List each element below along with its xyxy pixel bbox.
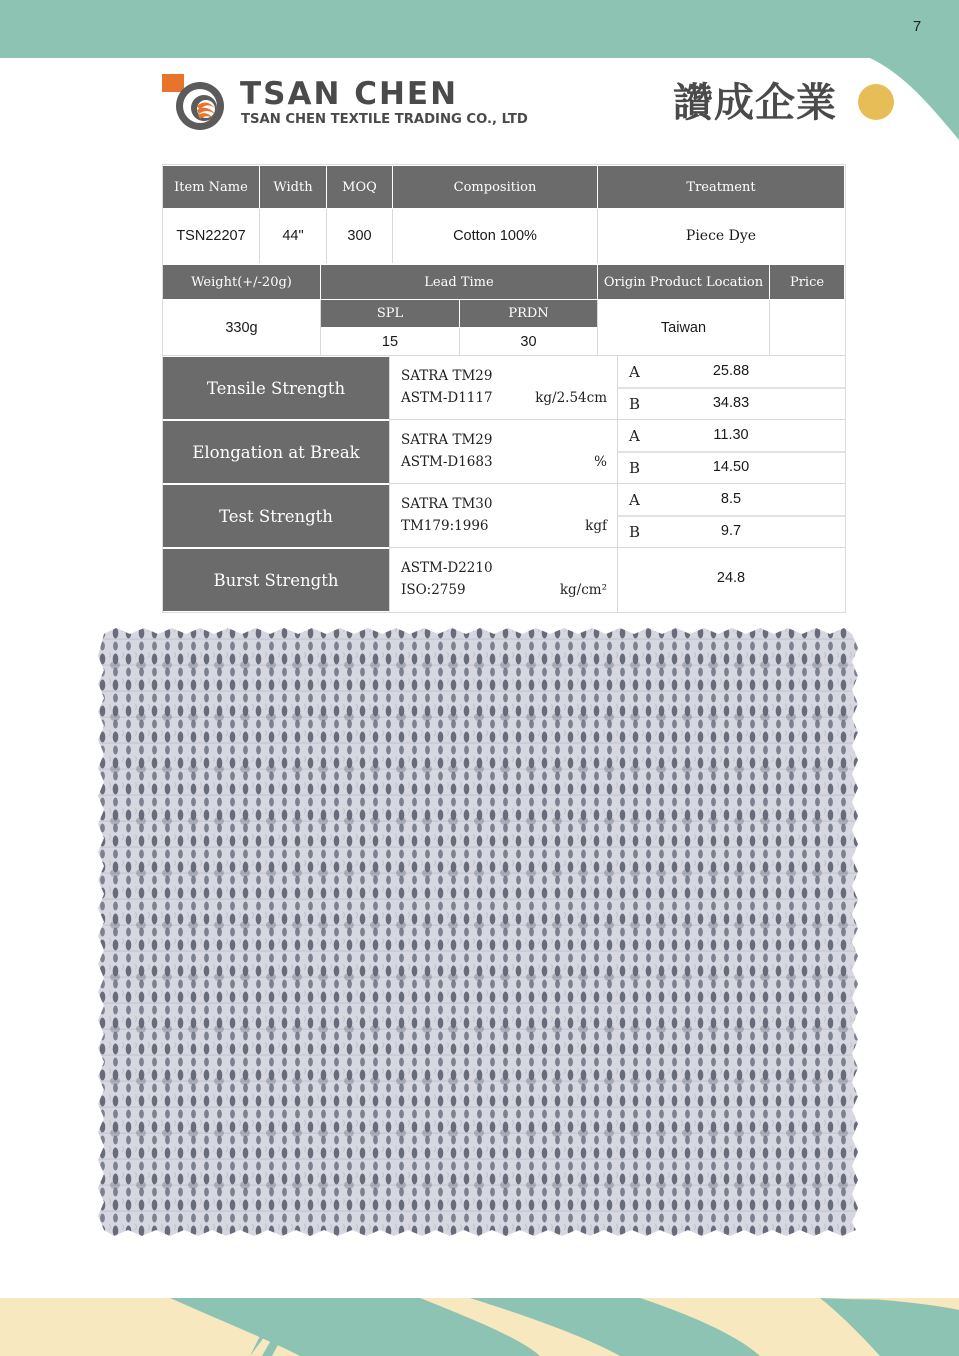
value-a-test-strength: 8.5: [720, 491, 742, 507]
fabric-swatch-image: [96, 626, 862, 1238]
value-weight: 330g: [163, 300, 320, 355]
test-unit-burst: kg/cm²: [559, 582, 607, 598]
value-b-test-strength: 9.7: [720, 523, 742, 539]
logo-swirl-icon: [160, 72, 224, 134]
test-unit-test-strength: kgf: [585, 518, 607, 534]
brand-chinese-name: 讚成企業: [673, 80, 837, 126]
test-method1-tensile: SATRA TM29: [401, 368, 493, 384]
header-moq: MOQ: [327, 166, 392, 208]
header-price: Price: [770, 265, 844, 299]
grade-a-tensile: A: [629, 363, 640, 381]
grade-b-tensile: B: [629, 395, 641, 413]
value-width: 44": [260, 209, 326, 263]
value-price: [770, 300, 844, 355]
test-name-burst: Burst Strength: [163, 549, 389, 611]
value-item-name: TSN22207: [163, 209, 259, 263]
test-unit-elongation: %: [594, 454, 607, 470]
value-moq: 300: [327, 209, 392, 263]
grade-b-elongation: B: [629, 459, 641, 477]
header-composition: Composition: [393, 166, 597, 208]
header-lead-time: Lead Time: [321, 265, 597, 299]
test-method2-test-strength: TM179:1996: [401, 518, 489, 534]
grade-b-test-strength: B: [629, 523, 641, 541]
value-b-elongation: 14.50: [712, 459, 750, 475]
gold-dot-icon: [858, 84, 894, 120]
header-spl: SPL: [321, 300, 459, 327]
test-unit-tensile: kg/2.54cm: [535, 390, 607, 406]
header-origin: Origin Product Location: [598, 265, 769, 299]
value-origin: Taiwan: [598, 300, 769, 355]
test-method1-elongation: SATRA TM29: [401, 432, 493, 448]
brand-name: TSAN CHEN: [240, 76, 459, 112]
value-b-tensile: 34.83: [712, 395, 750, 411]
test-name-test-strength: Test Strength: [163, 485, 389, 547]
test-method2-burst: ISO:2759: [401, 582, 466, 598]
value-spl: 15: [321, 328, 459, 355]
page-number: 7: [912, 18, 922, 35]
header-weight: Weight(+/-20g): [163, 265, 320, 299]
value-a-tensile: 25.88: [712, 363, 750, 379]
value-treatment: Piece Dye: [598, 209, 844, 263]
test-method2-tensile: ASTM-D1117: [401, 390, 493, 406]
test-method1-burst: ASTM-D2210: [401, 560, 493, 576]
header-treatment: Treatment: [598, 166, 844, 208]
test-name-elongation: Elongation at Break: [163, 421, 389, 483]
header-width: Width: [260, 166, 326, 208]
test-method2-elongation: ASTM-D1683: [401, 454, 493, 470]
value-composition: Cotton 100%: [393, 209, 597, 263]
brand-subtitle: TSAN CHEN TEXTILE TRADING CO., LTD: [241, 112, 528, 127]
value-burst: 24.8: [716, 570, 746, 586]
grade-a-elongation: A: [629, 427, 640, 445]
value-a-elongation: 11.30: [713, 427, 749, 443]
test-method1-test-strength: SATRA TM30: [401, 496, 493, 512]
header-prdn: PRDN: [460, 300, 597, 327]
value-prdn: 30: [460, 328, 597, 355]
header-item-name: Item Name: [163, 166, 259, 208]
test-name-tensile: Tensile Strength: [163, 357, 389, 419]
grade-a-test-strength: A: [629, 491, 640, 509]
